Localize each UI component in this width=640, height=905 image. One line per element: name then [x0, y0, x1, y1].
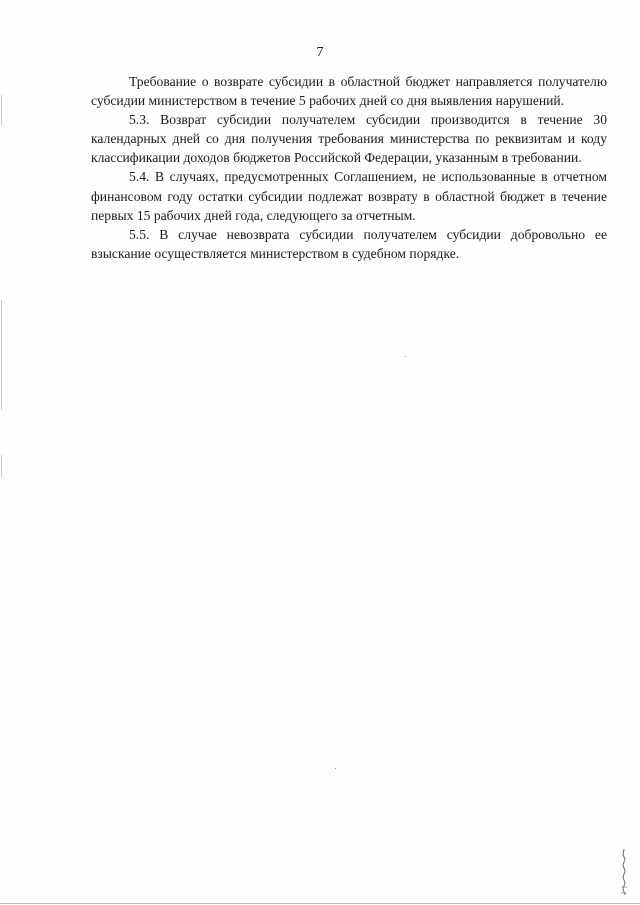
document-body — [91, 72, 607, 263]
scan-speck — [335, 768, 336, 769]
scan-edge-mark — [1, 95, 2, 125]
corner-mark-icon — [618, 847, 630, 899]
paragraph-5-4: 5.4. В случаях, предусмотренных Соглашением, не использованные в отчетном финансовом году остатки субсидии подлежат возврату в областной бюджет в течение первых 15 рабочих дней года, следующего за отчетным. — [91, 169, 607, 223]
paragraph-5-3: 5.3. Возврат субсидии получателем субсидии производится в течение 30 календарных дней со дня получения требования министерства по реквизитам и коду классификации доходов бюджетов Российской Федерации, указанным в требовании. — [91, 112, 607, 166]
paragraph-5-5: 5.5. В случае невозврата субсидии получателем субсидии добровольно ее взыскание осуществляется министерством в судебном порядке. — [91, 226, 607, 261]
page-number: 7 — [316, 45, 324, 60]
scan-edge-mark — [1, 455, 2, 477]
scan-edge-mark — [1, 300, 2, 410]
paragraph-return-requirement: Требование о возврате субсидии в областной бюджет направляется получателю субсидии министерством в течение 5 рабочих дней со дня выявления нарушений. — [91, 74, 607, 109]
scan-bottom-edge — [0, 903, 640, 904]
scan-speck — [405, 356, 406, 357]
